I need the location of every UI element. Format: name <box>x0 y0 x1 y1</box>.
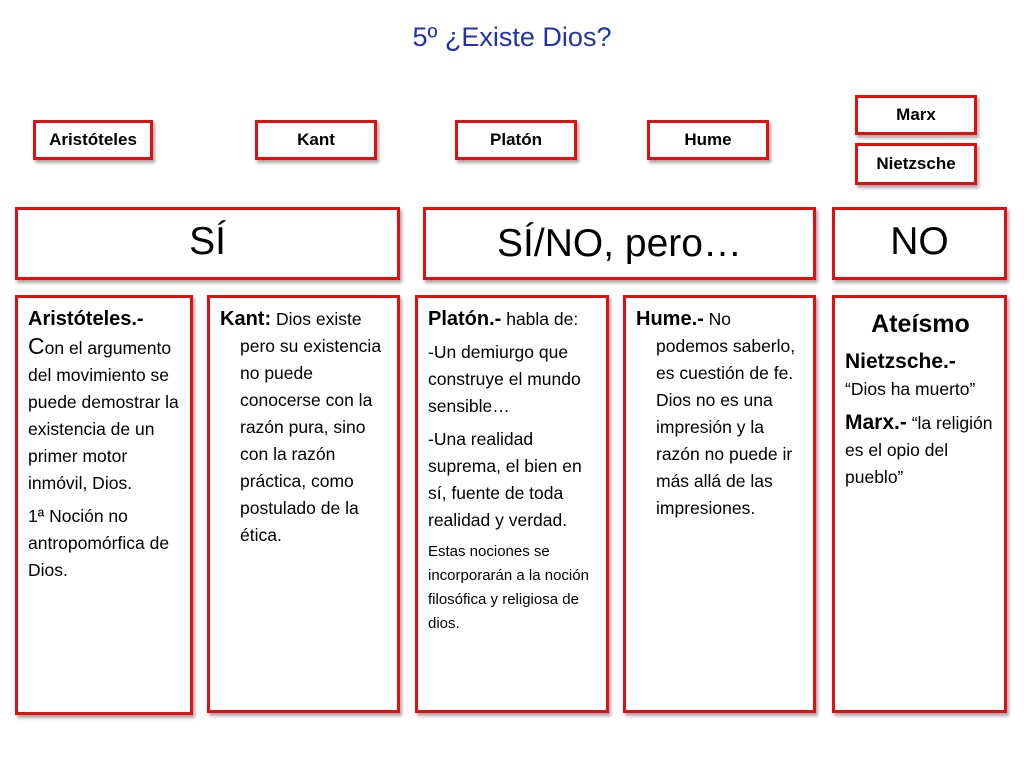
platon-item-1: -Un demiurgo que construye el mundo sensible… <box>428 342 581 416</box>
tag-marx-label: Marx <box>896 105 936 124</box>
tag-kant <box>255 120 377 160</box>
platon-note: Estas nociones se incorporarán a la noción filosófica y religiosa de dios. <box>428 543 589 632</box>
marx-paragraph <box>845 409 996 491</box>
column-ateismo <box>832 295 1007 713</box>
marx-quote: “la religión es el opio del pueblo” <box>845 413 993 487</box>
nietzsche-paragraph <box>845 348 996 403</box>
kant-text: Dios existe pero su existencia no puede conocerse con la razón pura, sino con la razón práctica, como postulado de la ética. <box>240 309 382 545</box>
hume-text: No podemos saberlo, es cuestión de fe. Dios no es una impresión y la razón no puede ir más allá de las impresiones. <box>656 309 796 518</box>
platon-intro: habla de: <box>501 309 579 329</box>
tag-platon <box>455 120 577 160</box>
column-hume <box>623 295 816 713</box>
column-platon <box>415 295 609 713</box>
hume-paragraph <box>636 306 805 522</box>
column-aristoteles <box>15 295 193 715</box>
heading-no <box>832 207 1007 280</box>
aristoteles-name: Aristóteles.- <box>28 308 144 330</box>
heading-si-no <box>423 207 816 280</box>
platon-intro-paragraph <box>428 306 598 333</box>
ateismo-heading: Ateísmo <box>871 310 970 338</box>
aristoteles-paragraph <box>28 306 182 497</box>
aristoteles-initial: C <box>28 333 45 359</box>
tag-nietzsche-label: Nietzsche <box>876 154 956 173</box>
nietzsche-name: Nietzsche.- <box>845 350 956 373</box>
tag-hume-label: Hume <box>684 130 732 149</box>
page-title: 5º ¿Existe Dios? <box>412 22 612 52</box>
tag-marx <box>855 95 977 135</box>
marx-name: Marx.- <box>845 411 907 434</box>
tag-aristoteles-label: Aristóteles <box>49 130 137 149</box>
column-kant <box>207 295 400 713</box>
platon-name: Platón.- <box>428 308 502 330</box>
kant-name: Kant: <box>220 308 272 330</box>
nietzsche-quote: “Dios ha muerto” <box>845 379 976 399</box>
heading-si-no-label: SÍ/NO, pero… <box>497 221 742 265</box>
platon-item-2: -Una realidad suprema, el bien en sí, fuente de toda realidad y verdad. <box>428 429 582 530</box>
tag-aristoteles <box>33 120 153 160</box>
tag-platon-label: Platón <box>490 130 542 149</box>
aristoteles-text: on el argumento del movimiento se puede demostrar la existencia de un primer motor inmóvil, Dios. <box>28 338 179 493</box>
hume-name: Hume.- <box>636 308 704 330</box>
kant-paragraph <box>220 306 389 549</box>
tag-kant-label: Kant <box>297 130 335 149</box>
tag-nietzsche <box>855 143 977 185</box>
heading-no-label: NO <box>890 220 949 263</box>
tag-hume <box>647 120 769 160</box>
heading-si-label: SÍ <box>189 220 226 263</box>
aristoteles-note: 1ª Noción no antropomórfica de Dios. <box>28 506 170 580</box>
heading-si <box>15 207 400 280</box>
